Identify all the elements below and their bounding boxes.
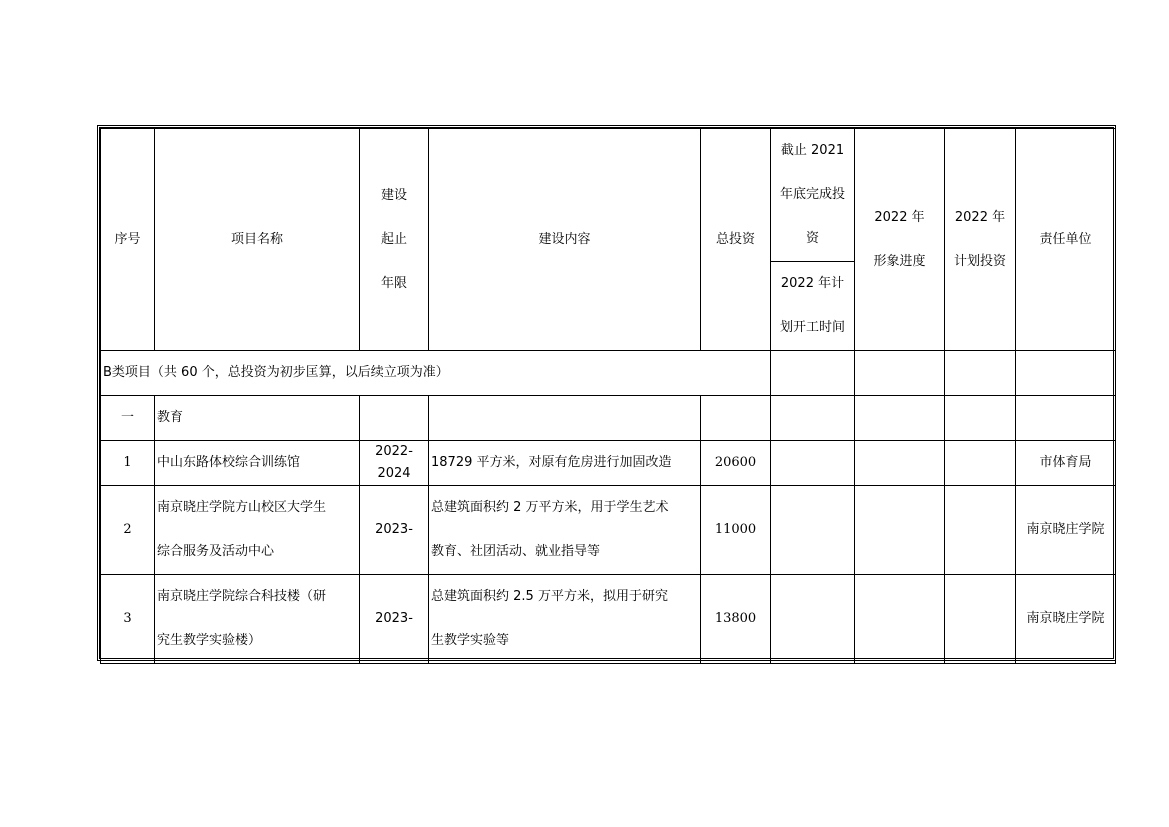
empty-cell bbox=[771, 441, 855, 486]
header-start-line: 划开工时间 bbox=[779, 320, 845, 335]
header-seq: 序号 bbox=[101, 129, 155, 351]
row-total: 11000 bbox=[701, 486, 771, 575]
table-row bbox=[101, 441, 1116, 486]
header-plan bbox=[945, 129, 1016, 351]
empty-cell bbox=[945, 396, 1016, 441]
header-total: 总投资 bbox=[701, 129, 771, 351]
empty-cell bbox=[771, 486, 855, 575]
project-table-frame bbox=[97, 125, 1116, 661]
project-table-inner bbox=[99, 127, 1114, 659]
row-total: 13800 bbox=[701, 575, 771, 664]
empty-cell bbox=[855, 575, 945, 664]
header-period-line: 起止 bbox=[380, 231, 407, 247]
row-content bbox=[429, 575, 701, 664]
header-start bbox=[771, 262, 855, 351]
empty-cell bbox=[945, 441, 1016, 486]
table-row bbox=[101, 575, 1116, 664]
row-unit: 南京晓庄学院 bbox=[1016, 486, 1116, 575]
header-done-line: 年底完成投 bbox=[779, 187, 845, 202]
row-name-line: 南京晓庄学院综合科技楼（研 bbox=[157, 589, 327, 604]
row-content-line: 生教学实验等 bbox=[431, 633, 510, 648]
table-row bbox=[101, 486, 1116, 575]
row-name bbox=[155, 575, 360, 664]
header-progress bbox=[855, 129, 945, 351]
row-period: 2023- bbox=[360, 486, 429, 575]
empty-cell bbox=[945, 575, 1016, 664]
header-done-line: 资 bbox=[805, 231, 819, 246]
row-name-line: 究生教学实验楼） bbox=[157, 633, 262, 648]
row-unit: 南京晓庄学院 bbox=[1016, 575, 1116, 664]
header-content: 建设内容 bbox=[429, 129, 701, 351]
header-done bbox=[771, 129, 855, 262]
empty-cell bbox=[1016, 351, 1116, 396]
empty-cell bbox=[855, 441, 945, 486]
header-plan-line: 计划投资 bbox=[953, 253, 1006, 269]
row-seq: 1 bbox=[101, 441, 155, 486]
empty-cell bbox=[855, 486, 945, 575]
row-name-line: 综合服务及活动中心 bbox=[157, 544, 275, 559]
header-start-line: 2022 年计 bbox=[780, 276, 845, 291]
empty-cell bbox=[855, 351, 945, 396]
empty-cell bbox=[360, 396, 429, 441]
header-name: 项目名称 bbox=[155, 129, 360, 351]
row-period: 2022-2024 bbox=[360, 441, 429, 486]
section-seq: 一 bbox=[101, 396, 155, 441]
row-name-line: 南京晓庄学院方山校区大学生 bbox=[157, 500, 327, 515]
row-content-line: 总建筑面积约 2.5 万平方米，拟用于研究 bbox=[431, 589, 668, 604]
empty-cell bbox=[771, 396, 855, 441]
row-seq: 3 bbox=[101, 575, 155, 664]
empty-cell bbox=[1016, 396, 1116, 441]
row-name: 中山东路体校综合训练馆 bbox=[155, 441, 360, 486]
category-label: B类项目（共 60 个，总投资为初步匡算，以后续立项为准） bbox=[101, 351, 771, 396]
header-done-line: 截止 2021 bbox=[780, 143, 845, 158]
row-total: 20600 bbox=[701, 441, 771, 486]
row-content: 18729 平方米，对原有危房进行加固改造 bbox=[429, 441, 701, 486]
project-table bbox=[100, 128, 1116, 664]
row-content-line: 教育、社团活动、就业指导等 bbox=[431, 544, 601, 559]
row-name bbox=[155, 486, 360, 575]
empty-cell bbox=[945, 351, 1016, 396]
row-period: 2023- bbox=[360, 575, 429, 664]
header-period-line: 年限 bbox=[380, 275, 407, 291]
empty-cell bbox=[855, 396, 945, 441]
empty-cell bbox=[945, 486, 1016, 575]
empty-cell bbox=[701, 396, 771, 441]
header-period bbox=[360, 129, 429, 351]
section-name: 教育 bbox=[155, 396, 360, 441]
empty-cell bbox=[771, 575, 855, 664]
empty-cell bbox=[429, 396, 701, 441]
row-seq: 2 bbox=[101, 486, 155, 575]
header-progress-line: 形象进度 bbox=[873, 253, 926, 269]
row-content-line: 总建筑面积约 2 万平方米，用于学生艺术 bbox=[431, 500, 669, 515]
header-period-line: 建设 bbox=[380, 187, 407, 203]
header-unit: 责任单位 bbox=[1016, 129, 1116, 351]
header-progress-line: 2022 年 bbox=[874, 209, 925, 225]
row-content bbox=[429, 486, 701, 575]
row-unit: 市体育局 bbox=[1016, 441, 1116, 486]
empty-cell bbox=[771, 351, 855, 396]
header-plan-line: 2022 年 bbox=[954, 209, 1006, 225]
